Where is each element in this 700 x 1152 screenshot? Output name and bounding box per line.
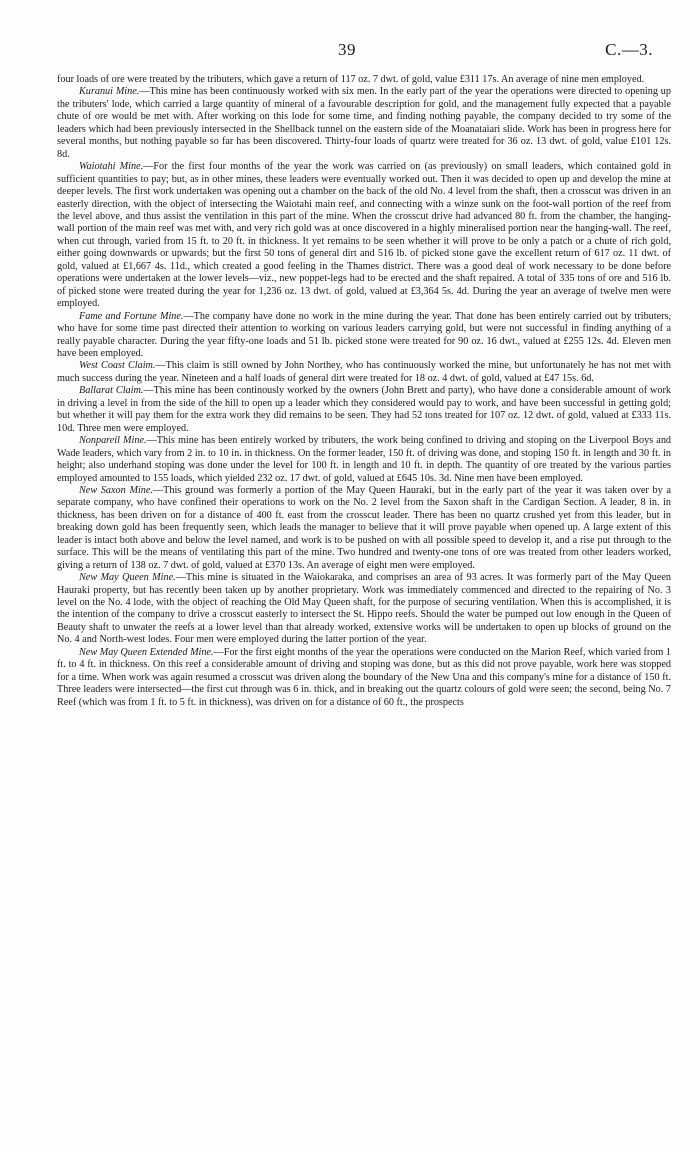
paragraph-nonpareil [57,435,671,485]
paragraph-new-saxon [57,485,671,572]
mine-title: Kuranui Mine. [79,86,140,98]
document-reference: C.—3. [605,40,653,59]
paragraph-text: —The company have done no work in the mine during the year. That done has been entirely carried out by tributers, who have for some time past directed their attention to working on various leaders carrying gold, but were not successful in finding anything of a really payable character. During the year fifty-one loads and 51 lb. picked stone were treated for 90 oz. 16 dwt., valued at £255 12s. 4d. Eleven men have been employed. [57,310,672,359]
paragraph-west-coast [57,360,671,385]
paragraph-text: —This mine is situated in the Waiokaraka, and comprises an area of 93 acres. It was formerly part of the May Queen Hauraki property, but has recently been taken up by another proprietary. Work was immediately commenced and directed to the repairing of No. 3 level on the No. 4 lode, with the object of reaching the Old May Queen shaft, for the purpose of securing ventilation. When this is accomplished, it is the intention of the company to drive a crosscut easterly to intersect the St. Hippo reefs. Should the water be pumped out low enough in the Queen of Beauty shaft to unwater the reefs at a lower level than that already worked, extensive works will be undertaken to open up blocks of ground on the No. 4 and North-west lodes. Four men were employed during the latter portion of the year. [57,572,671,646]
paragraph-ballarat [57,385,671,435]
page-number: 39 [338,40,356,59]
mine-title: Nonpareil Mine. [79,435,147,447]
paragraph-text: —This mine has been entirely worked by tributers, the work being confined to driving and stoping on the Liverpool Boys and Wade leaders, which vary from 2 in. to 10 in. in thickness. On the former leader, 150 ft. of driving was done, and stoping 150 ft. in length and 30 ft. in height; also underhand stoping was done under the level for 100 ft. in length and 10 ft. in depth. The quantity of ore treated by the various parties employed amounted to 155 loads, which yielded 232 oz. 17 dwt. of gold, valued at £645 10s. 3d. Nine men have been employed. [57,435,672,484]
paragraph-text: four loads of ore were treated by the tributers, which gave a return of 117 oz. 7 dwt. of gold, value £311 17s. An average of nine men employed. [57,74,645,85]
paragraph-new-may-queen-extended [57,647,671,709]
paragraph-fame-and-fortune [57,311,671,361]
paragraph-text: —This mine has been continously worked by the owners (John Brett and party), who have done a considerable amount of work in driving a level in from the side of the hill to open up a leader which they considered would pay to work, and have been successful in getting gold; but whether it will pay them for the extra work they did remains to be seen. They had 52 tons treated for 107 oz. 12 dwt. of gold, valued at £333 11s. 10d. Three men were employed. [57,385,671,434]
paragraph-text: —For the first eight months of the year the operations were conducted on the Marion Reef, which varied from 1 ft. to 4 ft. in thickness. On this reef a considerable amount of driving and stoping was done, but as this did not prove payable, work here was stopped for a time. When work was again resumed a crosscut was driven along the boundary of the New Una and this company's mine for a distance of 150 ft. Three leaders were intersected—the first cut through was 6 in. thick, and in breaking out the quartz colours of gold were seen; the second, being No. 7 Reef (which was from 1 ft. to 5 ft. in thickness), was driven on for a distance of 60 ft., the prospects [57,646,671,708]
paragraph-text: —This claim is still owned by John Northey, who has continuously worked the mine, but unfortunately he has not met with much success during the year. Nineteen and a half loads of general dirt were treated for 18 oz. 4 dwt. of gold, valued at £47 15s. 6d. [57,360,671,384]
paragraph-text: —This mine has been continuously worked with six men. In the early part of the year the operations were directed to opening up the tributers' lode, which carried a large quantity of mineral of a favourable description for gold, and the management fully expected that a payable chute of ore would be met with. After working on this lode for some time, and finding nothing payable, the company decided to try some of the leaders which had been previously intersected in the Shellback tunnel on the eastern side of the Moanataiari slide. Work has been in progress here for several months, but nothing payable so far has been discovered. Thirty-four loads of quartz were treated for 36 oz. 13 dwt. of gold, value £101 12s. 8d. [57,86,671,160]
paragraph-text: —This ground was formerly a portion of the May Queen Hauraki, but in the early part of the year it was taken over by a separate company, who have confined their operations to work on the No. 2 level from the Saxon shaft in the Cardigan Section. A leader, 8 in. in thickness, has been driven on for a distance of 400 ft. east from the crosscut leader. There has been no quartz crushed yet from this leader, but in breaking down gold has been frequently seen, which leads the manager to believe that it will prove payable when opened up. A large extent of this leader is intact both above and below the level named, and work is to be pushed on with all possible speed to develop it, and a rise put through to the surface. This will be the means of ventilating this part of the mine. Two hundred and twenty-one tons of ore was treated from other leaders worked, giving a return of 138 oz. 7 dwt. of gold, valued at £370 13s. An average of eight men were employed. [57,484,671,571]
mine-title: Ballarat Claim. [79,385,144,397]
mine-title: West Coast Claim. [79,360,156,372]
mine-title: New Saxon Mine. [79,484,153,496]
paragraph-waiotahi [57,161,671,310]
mine-title: New May Queen Extended Mine. [79,646,214,658]
paragraph-continuation [57,74,671,86]
mine-title: New May Queen Mine. [79,572,176,584]
body-text [57,74,671,709]
paragraph-text: —For the first four months of the year the work was carried on (as previously) on small leaders, which contained gold in sufficient quantities to pay; but, as in other mines, these leaders were eventually worked out. Then it was decided to open up and develop the mine at deeper levels. The first work undertaken was opening out a chamber on the back of the old No. 4 level from the shaft, then a crosscut was driven in an easterly direction, with the object of intersecting the Waiotahi main reef, and connecting with a winze sunk on the foot-wall portion of the reef from the level above, and thus assist the ventilation in this part of the mine. When the crosscut drive had advanced 80 ft. from the chamber, the hanging-wall portion of the main reef was met with, and very rich gold was at once discovered in a highly mineralised portion near the hanging-wall. The reef, when cut through, varied from 15 ft. to 20 ft. in thickness. It yet remains to be seen whether it will prove to be only a patch or a chute of rich gold, either going downwards or upwards; but the first 50 tons of general dirt and 516 lb. of picked stone gave the excellent return of 617 oz. 11 dwt. of gold, valued at £1,667 4s. 11d., which created a good feeling in the Thames district. There was a good deal of work necessary to be done before operations were undertaken at the lower levels—viz., new poppet-legs had to be erected and the shaft repaired. A total of 335 tons of ore and 516 lb. of picked stone were treated during the year for 1,236 oz. 13 dwt. of gold, valued at £3,364 5s. 4d. During the year an average of twelve men were employed. [57,161,671,310]
paragraph-kuranui [57,86,671,161]
mine-title: Fame and Fortune Mine. [79,310,184,322]
paragraph-new-may-queen [57,572,671,647]
mine-title: Waiotahi Mine. [79,161,144,173]
